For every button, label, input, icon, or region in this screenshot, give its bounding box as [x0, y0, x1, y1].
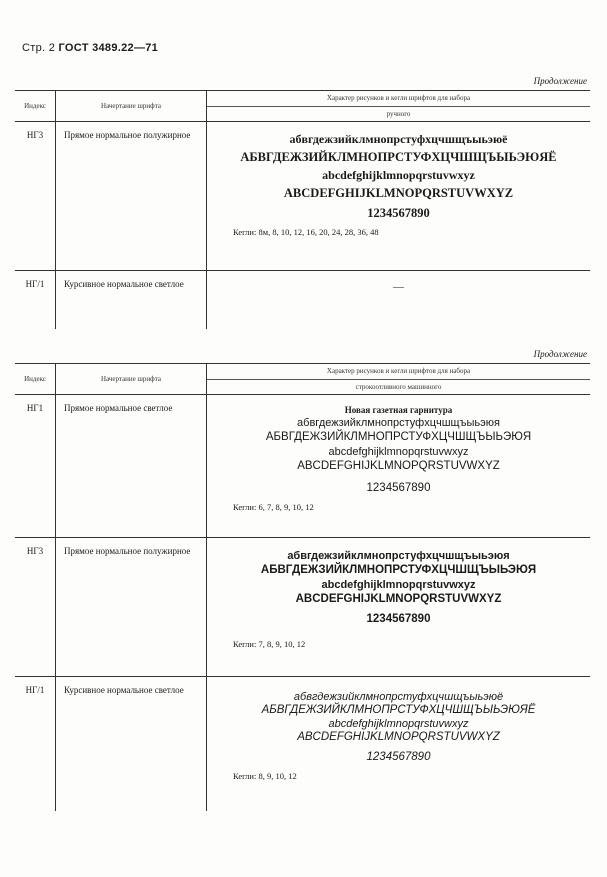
table-row — [15, 122, 590, 271]
sample-lowercase-cyr: абвгдежзийклмнопрстуфхцчшщъыьэюя — [297, 417, 500, 429]
sample-lowercase-lat: abcdefghijklmnopqrstuvwxyz — [328, 446, 469, 458]
font-sizes: Кегли: 8м, 8, 10, 12, 16, 20, 24, 28, 36, 48 — [233, 227, 379, 237]
row-index: НГ3 — [26, 130, 44, 140]
sample-lowercase-cyr: абвгдежзийклмнопрстуфхцчшщъыьэюё — [289, 132, 508, 146]
table-row — [15, 271, 590, 330]
font-sizes: Кегли: 6, 7, 8, 9, 10, 12 — [233, 502, 314, 512]
row-style: Прямое нормальное полужирное — [64, 130, 191, 140]
col-header-index: Индекс — [15, 364, 56, 395]
col-header-char: Характер рисунков и кегли шрифтов для набора — [207, 364, 591, 380]
col-header-index: Индекс — [15, 91, 56, 122]
sample-lowercase-cyr: абвгдежзийклмнопрстуфхцчшщъыьэюё — [293, 691, 504, 703]
table-row — [15, 395, 590, 538]
page-header — [22, 42, 158, 54]
row-index: НГ3 — [26, 546, 44, 556]
sample-uppercase-cyr: АБВГДЕЖЗИЙКЛМНОПРСТУФХЦЧШЩЪЫЬЭЮЯ — [260, 564, 537, 576]
continued-label-1: Продолжение — [533, 76, 587, 86]
sample-lowercase-lat: abcdefghijklmnopqrstuvwxyz — [321, 579, 476, 591]
col-subheader-machine: строкоотливного машинного — [207, 379, 591, 395]
col-header-style: Начертание шрифта — [56, 91, 207, 122]
row-style: Курсивное нормальное светлое — [64, 279, 184, 289]
sample-uppercase-cyr: АБВГДЕЖЗИЙКЛМНОПРСТУФХЦЧШЩЪЫЬЭЮЯЁ — [261, 704, 536, 716]
sample-lowercase-lat: abcdefghijklmnopqrstuvwxyz — [328, 718, 469, 730]
sample-digits: 1234567890 — [366, 482, 431, 494]
sample-uppercase-cyr: АБВГДЕЖЗИЙКЛМНОПРСТУФХЦЧШЩЪЫЬЭЮЯ — [265, 431, 532, 443]
font-sizes: Кегли: 7, 8, 9, 10, 12 — [233, 639, 306, 649]
sample-uppercase-lat: ABCDEFGHIJKLMNOPQRSTUVWXYZ — [295, 593, 502, 605]
font-table-2 — [15, 363, 590, 811]
font-sample-ng3-machine — [207, 538, 590, 649]
font-sample-ng1-italic — [207, 677, 590, 781]
row-style: Курсивное нормальное светлое — [64, 685, 184, 695]
page-number: Стр. 2 — [22, 42, 56, 54]
col-header-style: Начертание шрифта — [56, 364, 207, 395]
col-header-char: Характер рисунков и кегли шрифтов для набора — [207, 91, 591, 107]
row-index: НГ/1 — [25, 279, 45, 289]
font-sample-ng3-bold — [207, 122, 590, 237]
sample-digits: 1234567890 — [366, 751, 431, 763]
typeface-heading: Новая газетная гарнитура — [344, 405, 453, 415]
empty-dash: — — [393, 281, 404, 293]
sample-digits: 1234567890 — [367, 206, 430, 220]
sample-digits: 1234567890 — [366, 613, 431, 625]
font-sizes: Кегли: 8, 9, 10, 12 — [233, 771, 297, 781]
sample-uppercase-lat: ABCDEFGHIJKLMNOPQRSTUVWXYZ — [297, 731, 500, 743]
table-row — [15, 677, 590, 812]
row-index: НГ/1 — [25, 685, 45, 695]
sample-uppercase-lat: ABCDEFGHIJKLMNOPQRSTUVWXYZ — [283, 186, 514, 200]
table-row — [15, 538, 590, 677]
row-style: Прямое нормальное светлое — [64, 403, 173, 413]
col-subheader-manual: ручного — [207, 106, 591, 122]
continued-label-2: Продолжение — [533, 349, 587, 359]
sample-uppercase-lat: ABCDEFGHIJKLMNOPQRSTUVWXYZ — [297, 460, 500, 472]
sample-lowercase-cyr: абвгдежзийклмнопрстуфхцчшщъыьэюя — [287, 550, 510, 562]
row-style: Прямое нормальное полужирное — [64, 546, 191, 556]
standard-title: ГОСТ 3489.22—71 — [58, 42, 159, 54]
sample-uppercase-cyr: АБВГДЕЖЗИЙКЛМНОПРСТУФХЦЧШЩЪЫЬЭЮЯЁ — [240, 150, 557, 164]
font-sample-ng1 — [207, 395, 590, 512]
font-table-1 — [15, 90, 590, 329]
row-index: НГ1 — [26, 403, 44, 413]
sample-lowercase-lat: abcdefghijklmnopqrstuvwxyz — [322, 168, 475, 182]
